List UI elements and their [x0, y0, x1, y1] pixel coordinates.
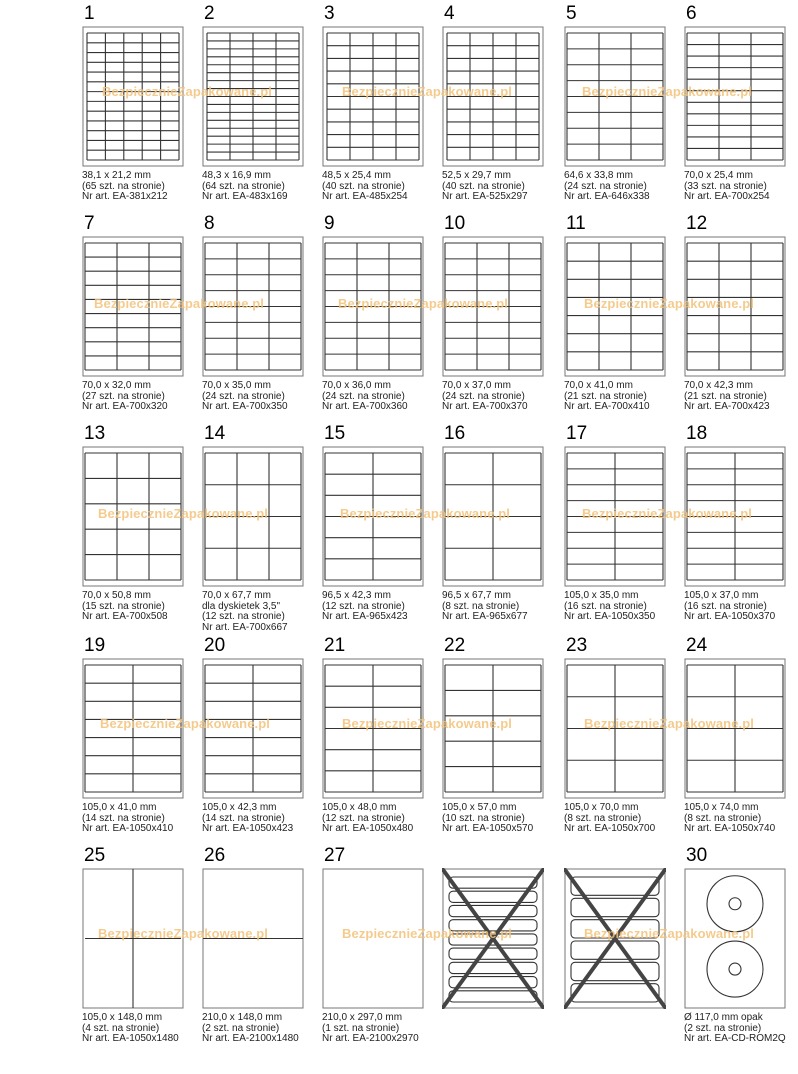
label-number: 13 — [84, 423, 106, 444]
label-caption — [564, 381, 684, 413]
article-number: Nr art. EA-1050x350 — [564, 611, 656, 622]
caption-line: (40 szt. na stronie) — [322, 180, 405, 192]
article-number: Nr art. EA-700x370 — [442, 401, 528, 412]
caption-line: 48,5 x 25,4 mm — [322, 170, 391, 181]
label-sheet-item — [442, 424, 560, 634]
caption-line: Ø 117,0 mm opak — [684, 1012, 763, 1023]
caption-line: (24 szt. na stronie) — [322, 390, 405, 402]
article-number: Nr art. EA-1050x423 — [202, 823, 294, 834]
rounded-label — [571, 877, 659, 895]
sheet-diagram — [322, 26, 422, 166]
label-number: 24 — [686, 635, 708, 656]
caption-line: (8 szt. na stronie) — [684, 812, 762, 824]
label-sheet-item — [442, 846, 560, 1056]
label-sheet-item — [684, 4, 798, 214]
caption-line: 48,3 x 16,9 mm — [202, 170, 271, 181]
label-sheet-item — [202, 214, 320, 424]
caption-line: (21 szt. na stronie) — [684, 390, 767, 402]
label-number: 3 — [324, 3, 335, 24]
caption-line: 70,0 x 37,0 mm — [442, 380, 511, 391]
label-number: 25 — [84, 845, 106, 866]
sheet-diagram — [684, 236, 784, 376]
label-number: 14 — [204, 423, 226, 444]
article-number: Nr art. EA-965x423 — [322, 611, 408, 622]
rounded-label — [571, 898, 659, 916]
caption-line: 70,0 x 35,0 mm — [202, 380, 271, 391]
label-sheet-item — [202, 636, 320, 846]
caption-line: (8 szt. na stronie) — [442, 600, 520, 612]
article-number: Nr art. EA-700x320 — [82, 401, 168, 412]
caption-line: 105,0 x 41,0 mm — [82, 802, 157, 813]
caption-line: (12 szt. na stronie) — [322, 812, 405, 824]
label-number: 2 — [204, 3, 215, 24]
label-sheet-item — [684, 846, 798, 1056]
caption-line: 96,5 x 67,7 mm — [442, 590, 511, 601]
caption-line: (8 szt. na stronie) — [564, 812, 642, 824]
label-caption — [82, 591, 202, 623]
label-number: 5 — [566, 3, 577, 24]
article-number: Nr art. EA-CD-ROM2Q — [684, 1033, 786, 1044]
sheet-diagram — [322, 658, 422, 798]
watermark: BezpiecznieZapakowane.pl — [338, 296, 509, 311]
label-number: 10 — [444, 213, 466, 234]
sheet-diagram — [322, 236, 422, 376]
label-number: 16 — [444, 423, 466, 444]
cd-label-disc — [707, 941, 763, 997]
label-sheet-item — [564, 636, 682, 846]
article-number: Nr art. EA-483x169 — [202, 191, 288, 202]
caption-line: 96,5 x 42,3 mm — [322, 590, 391, 601]
label-number: 11 — [566, 213, 586, 234]
caption-line: 105,0 x 35,0 mm — [564, 590, 639, 601]
label-sheet-item — [322, 4, 440, 214]
rounded-label — [449, 991, 537, 1002]
label-caption — [684, 381, 798, 413]
label-sheet-item — [564, 424, 682, 634]
sheet-diagram — [82, 868, 182, 1008]
label-number: 1 — [84, 3, 95, 24]
article-number: Nr art. EA-1050x740 — [684, 823, 776, 834]
label-sheet-item — [564, 4, 682, 214]
caption-line: (16 szt. na stronie) — [564, 600, 647, 612]
label-sheet-item — [82, 214, 200, 424]
caption-line: 105,0 x 42,3 mm — [202, 802, 277, 813]
caption-line: (1 szt. na stronie) — [322, 1022, 400, 1034]
label-caption — [564, 171, 684, 203]
watermark: BezpiecznieZapakowane.pl — [342, 716, 513, 731]
watermark: BezpiecznieZapakowane.pl — [340, 506, 511, 521]
caption-line: (65 szt. na stronie) — [82, 180, 165, 192]
label-number: 30 — [686, 845, 708, 866]
sheet-diagram — [322, 868, 422, 1008]
caption-line: (24 szt. na stronie) — [442, 390, 525, 402]
rounded-label — [449, 948, 537, 959]
article-number: Nr art. EA-700x254 — [684, 191, 770, 202]
caption-line: 105,0 x 37,0 mm — [684, 590, 759, 601]
sheet-diagram — [202, 658, 302, 798]
caption-line: 210,0 x 148,0 mm — [202, 1012, 283, 1023]
watermark: BezpiecznieZapakowane.pl — [342, 84, 513, 99]
cd-label-disc — [707, 876, 763, 932]
caption-line: (64 szt. na stronie) — [202, 180, 285, 192]
caption-line: (4 szt. na stronie) — [82, 1022, 160, 1034]
label-caption — [202, 1013, 322, 1045]
label-caption — [684, 1013, 798, 1045]
sheet-diagram — [684, 446, 784, 586]
label-number: 9 — [324, 213, 335, 234]
article-number: Nr art. EA-1050x700 — [564, 823, 656, 834]
article-number: Nr art. EA-1050x1480 — [82, 1033, 179, 1044]
sheet-diagram — [442, 26, 542, 166]
label-number: 23 — [566, 635, 588, 656]
watermark: BezpiecznieZapakowane.pl — [584, 296, 755, 311]
sheet-diagram — [202, 26, 302, 166]
article-number: Nr art. EA-1050x570 — [442, 823, 534, 834]
sheet-diagram — [442, 868, 542, 1008]
article-number: Nr art. EA-2100x2970 — [322, 1033, 419, 1044]
label-caption — [684, 591, 798, 623]
label-sheet-item — [82, 4, 200, 214]
label-caption — [82, 803, 202, 835]
article-number: Nr art. EA-1050x410 — [82, 823, 174, 834]
label-number: 17 — [566, 423, 588, 444]
sheet-diagram — [684, 868, 784, 1008]
caption-line: (2 szt. na stronie) — [684, 1022, 762, 1034]
caption-line: 105,0 x 148,0 mm — [82, 1012, 163, 1023]
label-caption — [442, 171, 562, 203]
label-caption — [202, 803, 322, 835]
label-caption — [202, 171, 322, 203]
article-number: Nr art. EA-485x254 — [322, 191, 408, 202]
sheet-diagram — [564, 236, 664, 376]
label-caption — [442, 803, 562, 835]
label-number: 12 — [686, 213, 708, 234]
caption-line: (24 szt. na stronie) — [202, 390, 285, 402]
label-sheet-item — [684, 424, 798, 634]
watermark: BezpiecznieZapakowane.pl — [100, 716, 271, 731]
sheet-diagram — [684, 658, 784, 798]
caption-line: 105,0 x 57,0 mm — [442, 802, 517, 813]
rounded-label — [449, 962, 537, 973]
label-caption — [202, 381, 322, 413]
label-caption — [322, 381, 442, 413]
caption-line: (24 szt. na stronie) — [564, 180, 647, 192]
label-sheet-item — [202, 846, 320, 1056]
sheet-diagram — [564, 446, 664, 586]
caption-line: 210,0 x 297,0 mm — [322, 1012, 403, 1023]
article-number: Nr art. EA-965x677 — [442, 611, 528, 622]
caption-line: 38,1 x 21,2 mm — [82, 170, 151, 181]
label-caption — [442, 591, 562, 623]
label-number: 8 — [204, 213, 215, 234]
watermark: BezpiecznieZapakowane.pl — [342, 926, 513, 941]
caption-line: (10 szt. na stronie) — [442, 812, 525, 824]
caption-line: (2 szt. na stronie) — [202, 1022, 280, 1034]
caption-line: (40 szt. na stronie) — [442, 180, 525, 192]
label-caption — [684, 803, 798, 835]
label-number: 6 — [686, 3, 697, 24]
caption-line: 70,0 x 42,3 mm — [684, 380, 753, 391]
label-sheet-item — [82, 636, 200, 846]
label-sheet-item — [202, 424, 320, 634]
caption-line: 70,0 x 50,8 mm — [82, 590, 151, 601]
caption-line: (16 szt. na stronie) — [684, 600, 767, 612]
label-sheet-item — [82, 846, 200, 1056]
label-caption — [82, 381, 202, 413]
label-number: 21 — [324, 635, 346, 656]
caption-line: 52,5 x 29,7 mm — [442, 170, 511, 181]
sheet-diagram — [322, 446, 422, 586]
label-number: 22 — [444, 635, 466, 656]
label-number: 20 — [204, 635, 226, 656]
watermark: BezpiecznieZapakowane.pl — [582, 506, 753, 521]
caption-line: 70,0 x 25,4 mm — [684, 170, 753, 181]
label-caption — [322, 591, 442, 623]
label-sheet-item — [442, 636, 560, 846]
article-number: Nr art. EA-381x212 — [82, 191, 168, 202]
label-sheet-item — [684, 214, 798, 424]
caption-line: (14 szt. na stronie) — [202, 812, 285, 824]
label-number: 18 — [686, 423, 708, 444]
caption-line: (27 szt. na stronie) — [82, 390, 165, 402]
label-caption — [322, 803, 442, 835]
article-number: Nr art. EA-700x667 — [202, 621, 288, 633]
caption-line: 105,0 x 74,0 mm — [684, 802, 759, 813]
rounded-label — [449, 905, 537, 916]
label-caption — [202, 591, 322, 633]
sheet-diagram — [564, 658, 664, 798]
caption-line: dla dyskietek 3,5" — [202, 600, 281, 612]
sheet-diagram — [82, 446, 182, 586]
watermark: BezpiecznieZapakowane.pl — [102, 84, 273, 99]
article-number: Nr art. EA-1050x370 — [684, 611, 776, 622]
watermark: BezpiecznieZapakowane.pl — [94, 296, 265, 311]
caption-line: 64,6 x 33,8 mm — [564, 170, 633, 181]
watermark: BezpiecznieZapakowane.pl — [582, 84, 753, 99]
label-caption — [564, 803, 684, 835]
article-number: Nr art. EA-700x350 — [202, 401, 288, 412]
sheet-diagram — [202, 236, 302, 376]
sheet-diagram — [442, 446, 542, 586]
label-caption — [564, 591, 684, 623]
article-number: Nr art. EA-646x338 — [564, 191, 650, 202]
label-number: 7 — [84, 213, 95, 234]
label-caption — [82, 171, 202, 203]
label-caption — [442, 381, 562, 413]
label-sheet-item — [82, 424, 200, 634]
article-number: Nr art. EA-700x423 — [684, 401, 770, 412]
sheet-diagram — [82, 26, 182, 166]
label-sheet-item — [442, 214, 560, 424]
label-caption — [684, 171, 798, 203]
watermark: BezpiecznieZapakowane.pl — [98, 926, 269, 941]
watermark: BezpiecznieZapakowane.pl — [584, 926, 755, 941]
caption-line: (21 szt. na stronie) — [564, 390, 647, 402]
caption-line: 105,0 x 70,0 mm — [564, 802, 639, 813]
caption-line: 70,0 x 36,0 mm — [322, 380, 391, 391]
sheet-diagram — [82, 236, 182, 376]
label-sheet-item — [202, 4, 320, 214]
article-number: Nr art. EA-2100x1480 — [202, 1033, 299, 1044]
label-number: 19 — [84, 635, 106, 656]
sheet-diagram — [202, 868, 302, 1008]
rounded-label — [449, 877, 537, 888]
label-sheet-item — [322, 846, 440, 1056]
label-caption — [322, 1013, 442, 1045]
label-caption — [82, 1013, 202, 1045]
caption-line: 105,0 x 48,0 mm — [322, 802, 397, 813]
rounded-label — [571, 941, 659, 959]
cd-label-hole — [729, 898, 741, 910]
caption-line: (14 szt. na stronie) — [82, 812, 165, 824]
sheet-diagram — [442, 658, 542, 798]
label-number: 26 — [204, 845, 226, 866]
sheet-diagram — [82, 658, 182, 798]
label-sheet-item — [564, 846, 682, 1056]
label-number: 4 — [444, 3, 455, 24]
label-number: 27 — [324, 845, 346, 866]
label-sheet-item — [322, 636, 440, 846]
rounded-label — [571, 984, 659, 1002]
article-number: Nr art. EA-1050x480 — [322, 823, 414, 834]
cd-label-hole — [729, 963, 741, 975]
rounded-label — [449, 920, 537, 931]
label-number: 15 — [324, 423, 346, 444]
sheet-diagram — [564, 868, 664, 1008]
caption-line: (12 szt. na stronie) — [322, 600, 405, 612]
label-sheet-item — [322, 424, 440, 634]
watermark: BezpiecznieZapakowane.pl — [98, 506, 269, 521]
caption-line: (33 szt. na stronie) — [684, 180, 767, 192]
article-number: Nr art. EA-700x360 — [322, 401, 408, 412]
caption-line: 70,0 x 32,0 mm — [82, 380, 151, 391]
watermark: BezpiecznieZapakowane.pl — [584, 716, 755, 731]
label-sheet-item — [684, 636, 798, 846]
label-sheet-item — [322, 214, 440, 424]
caption-line: (15 szt. na stronie) — [82, 600, 165, 612]
article-number: Nr art. EA-525x297 — [442, 191, 528, 202]
caption-line: 70,0 x 67,7 mm — [202, 590, 271, 601]
article-number: Nr art. EA-700x410 — [564, 401, 650, 412]
label-sheet-item — [442, 4, 560, 214]
article-number: Nr art. EA-700x508 — [82, 611, 168, 622]
sheet-diagram — [564, 26, 664, 166]
label-sheet-item — [564, 214, 682, 424]
sheet-diagram — [202, 446, 302, 586]
caption-line: (12 szt. na stronie) — [202, 611, 285, 622]
label-caption — [322, 171, 442, 203]
sheet-diagram — [442, 236, 542, 376]
caption-line: 70,0 x 41,0 mm — [564, 380, 633, 391]
sheet-diagram — [684, 26, 784, 166]
